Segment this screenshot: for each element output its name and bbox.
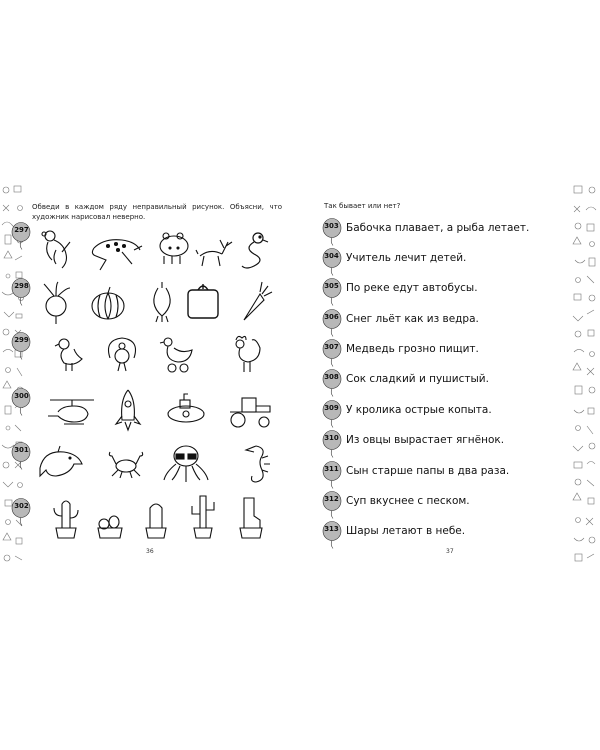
question-number-balloon: 308 [322, 369, 344, 397]
turkey-icon[interactable] [102, 332, 144, 378]
onion-icon[interactable] [142, 280, 184, 326]
beet-icon[interactable] [40, 280, 82, 326]
submarine-icon[interactable] [166, 388, 208, 434]
picture-row-301 [36, 442, 276, 494]
book-spread [0, 180, 600, 570]
row-number-balloon: 301 [11, 442, 33, 470]
right-page-number: 37 [446, 548, 454, 555]
question-text: У кролика острые копыта. [346, 404, 492, 416]
question-text: Снег льёт как из ведра. [346, 313, 479, 325]
picture-row-298 [36, 280, 276, 332]
pumpkin-icon[interactable] [88, 280, 130, 326]
question-text: Медведь грозно пищит. [346, 343, 479, 355]
picture-row-299 [36, 332, 276, 384]
question-text: Шары летают в небе. [346, 525, 466, 537]
boot-cactus-icon[interactable] [228, 494, 270, 540]
question-number-balloon: 312 [322, 491, 344, 519]
picture-row-302 [36, 494, 276, 546]
tractor-icon[interactable] [224, 388, 274, 434]
carrot-icon[interactable] [236, 280, 278, 326]
cactus-icon[interactable] [182, 494, 224, 540]
dolphin-icon[interactable] [36, 442, 86, 488]
rocket-icon[interactable] [108, 388, 150, 434]
leopard-icon[interactable] [88, 228, 148, 274]
square-tomato-icon[interactable] [184, 280, 226, 326]
picture-row-300 [36, 388, 276, 440]
question-number-balloon: 310 [322, 430, 344, 458]
question-number-balloon: 311 [322, 461, 344, 489]
question-number-balloon: 307 [322, 339, 344, 367]
octopus-with-glasses-icon[interactable] [160, 442, 212, 488]
question-number-balloon: 306 [322, 309, 344, 337]
left-instruction: Обведи в каждом ряду неправильный рисунок. Объясни, что художник нарисовал неверно. [32, 203, 282, 221]
question-number-balloon: 305 [322, 278, 344, 306]
row-number-balloon: 300 [11, 388, 33, 416]
left-page [0, 180, 300, 570]
question-text: Учитель лечит детей. [346, 252, 467, 264]
question-number-balloon: 313 [322, 521, 344, 549]
row-number-balloon: 298 [11, 278, 33, 306]
question-number-balloon: 309 [322, 400, 344, 428]
row-number-balloon: 297 [11, 222, 33, 250]
deer-icon[interactable] [194, 228, 236, 274]
cactus-icon[interactable] [90, 494, 132, 540]
question-text: По реке едут автобусы. [346, 282, 478, 294]
doodle-border-right [570, 180, 600, 570]
chicken-icon[interactable] [50, 332, 92, 378]
rooster-icon[interactable] [226, 332, 268, 378]
right-instruction: Так бывает или нет? [324, 202, 401, 210]
row-number-balloon: 302 [11, 498, 33, 526]
cactus-icon[interactable] [136, 494, 178, 540]
hippo-icon[interactable] [154, 228, 196, 274]
question-text: Сын старше папы в два раза. [346, 465, 510, 477]
cactus-icon[interactable] [46, 494, 88, 540]
question-number-balloon: 303 [322, 218, 344, 246]
snake-icon[interactable] [236, 228, 278, 274]
duck-on-wheels-icon[interactable] [156, 332, 198, 378]
question-text: Сок сладкий и пушистый. [346, 373, 489, 385]
row-number-balloon: 299 [11, 332, 33, 360]
seahorse-icon[interactable] [234, 442, 276, 488]
question-number-balloon: 304 [322, 248, 344, 276]
helicopter-icon[interactable] [46, 388, 98, 434]
monkey-icon[interactable] [40, 228, 82, 274]
left-page-number: 36 [146, 548, 154, 555]
question-text: Суп вкуснее с песком. [346, 495, 470, 507]
question-text: Бабочка плавает, а рыба летает. [346, 222, 530, 234]
crab-icon[interactable] [106, 442, 148, 488]
question-text: Из овцы вырастает ягнёнок. [346, 434, 505, 446]
picture-row-297 [36, 228, 276, 280]
